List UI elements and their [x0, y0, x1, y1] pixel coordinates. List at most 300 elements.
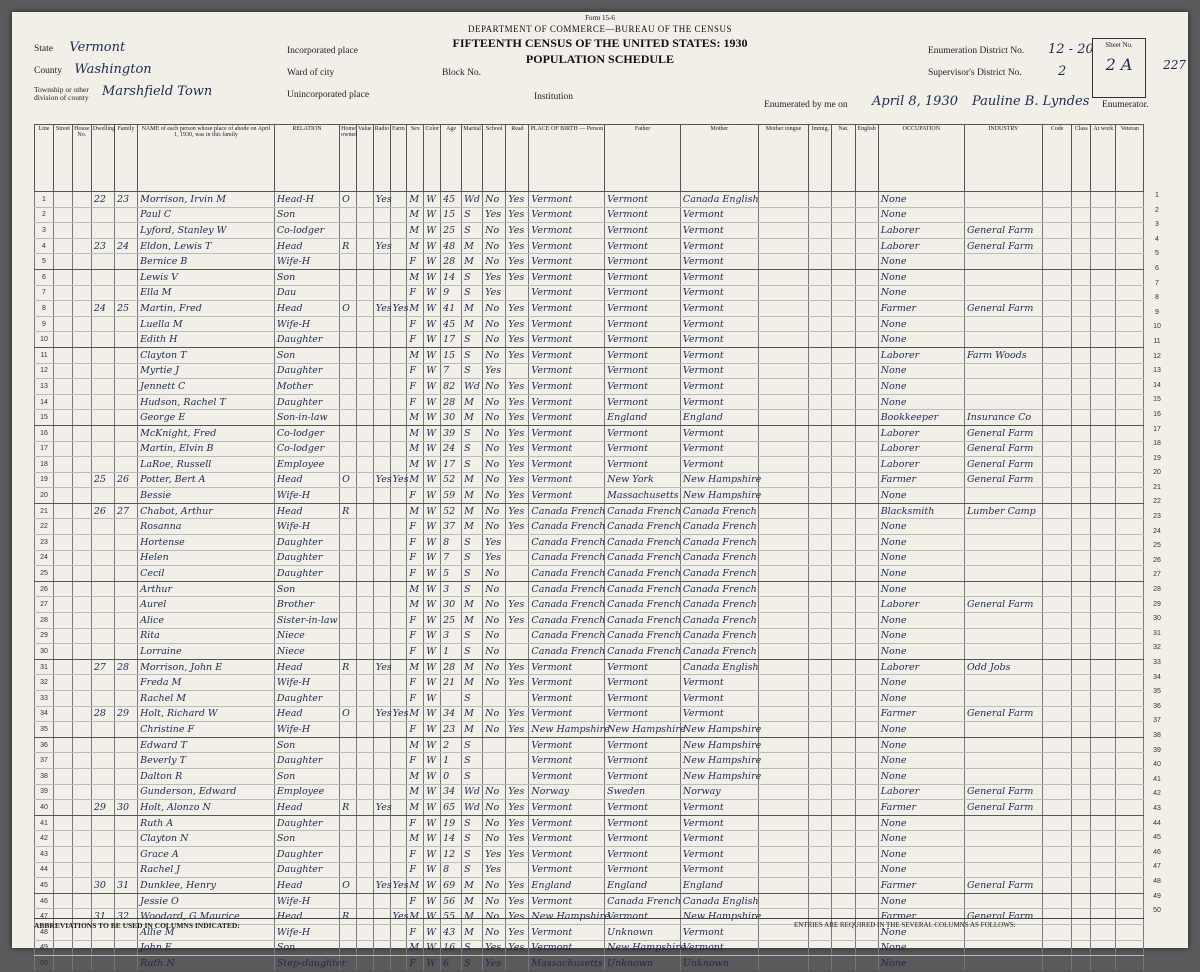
table-row	[35, 659, 1144, 675]
cell-empty	[832, 566, 855, 582]
cell-occ: None	[878, 254, 964, 270]
cell-radio	[373, 379, 390, 395]
cell-empty	[758, 691, 809, 707]
cell-empty	[855, 550, 878, 566]
cell-radio: Yes	[373, 472, 390, 488]
cell-sch: No	[483, 909, 506, 925]
cell-fbp: New York	[605, 472, 681, 488]
cell-empty	[72, 363, 91, 379]
cell-ln: 35	[35, 722, 54, 738]
cell-age: 43	[441, 924, 462, 940]
cell-bp: Canada French	[529, 597, 605, 613]
cell-color: W	[424, 566, 441, 582]
cell-bp: Canada French	[529, 503, 605, 519]
cell-mbp: New Hampshire	[680, 722, 758, 738]
cell-empty	[758, 301, 809, 317]
cell-ind: Lumber Camp	[964, 503, 1042, 519]
cell-rel: Daughter	[274, 862, 339, 878]
cell-empty	[1042, 347, 1071, 363]
cell-age	[441, 691, 462, 707]
table-row	[35, 768, 1144, 784]
cell-dw	[91, 737, 114, 753]
cell-farm	[390, 425, 407, 441]
cell-name: Dalton R	[138, 768, 275, 784]
cell-farm	[390, 800, 407, 816]
cell-empty	[356, 753, 373, 769]
right-line-number: 21	[1153, 483, 1161, 491]
cell-radio	[373, 613, 390, 629]
table-row	[35, 846, 1144, 862]
cell-ind	[964, 893, 1042, 909]
cell-empty	[356, 488, 373, 504]
cell-dw	[91, 285, 114, 301]
cell-empty	[72, 753, 91, 769]
cell-empty	[1116, 394, 1144, 410]
cell-read: Yes	[506, 659, 529, 675]
cell-ln: 10	[35, 332, 54, 348]
cell-color: W	[424, 347, 441, 363]
column-header: Radio	[373, 125, 390, 192]
cell-mar: S	[462, 846, 483, 862]
cell-dw	[91, 379, 114, 395]
cell-empty	[1042, 238, 1071, 254]
cell-bp: Vermont	[529, 457, 605, 473]
cell-empty	[855, 691, 878, 707]
cell-color: W	[424, 722, 441, 738]
cell-fbp: Vermont	[605, 254, 681, 270]
cell-farm	[390, 784, 407, 800]
cell-age: 28	[441, 659, 462, 675]
cell-occ: None	[878, 519, 964, 535]
cell-own	[340, 488, 357, 504]
cell-rel: Co-lodger	[274, 441, 339, 457]
cell-empty	[758, 800, 809, 816]
cell-empty	[1072, 441, 1091, 457]
cell-farm	[390, 753, 407, 769]
table-row	[35, 691, 1144, 707]
cell-name: Clayton N	[138, 831, 275, 847]
cell-own: R	[340, 909, 357, 925]
cell-ind: General Farm	[964, 784, 1042, 800]
cell-fbp: Massachusetts	[605, 488, 681, 504]
population-table	[34, 124, 1144, 972]
cell-dw	[91, 394, 114, 410]
cell-rel: Daughter	[274, 550, 339, 566]
cell-empty	[53, 722, 72, 738]
cell-fm	[114, 753, 137, 769]
sheet-number-box	[1092, 38, 1146, 98]
cell-fm: 32	[114, 909, 137, 925]
cell-mbp: Vermont	[680, 332, 758, 348]
cell-empty	[1042, 706, 1071, 722]
cell-mar: M	[462, 254, 483, 270]
cell-empty	[832, 768, 855, 784]
cell-fm	[114, 285, 137, 301]
cell-sex: M	[407, 878, 424, 894]
cell-ln: 39	[35, 784, 54, 800]
cell-empty	[1116, 800, 1144, 816]
cell-name: John E	[138, 940, 275, 956]
cell-farm	[390, 566, 407, 582]
right-line-number: 33	[1153, 659, 1161, 666]
cell-empty	[1091, 441, 1116, 457]
cell-mar: M	[462, 301, 483, 317]
cell-fbp: Vermont	[605, 441, 681, 457]
page-corner-note: 227	[1163, 58, 1186, 72]
cell-occ: Laborer	[878, 347, 964, 363]
cell-empty	[1091, 722, 1116, 738]
cell-ln: 18	[35, 457, 54, 473]
cell-empty	[855, 722, 878, 738]
cell-empty	[1116, 441, 1144, 457]
cell-fbp: Canada French	[605, 613, 681, 629]
cell-read: Yes	[506, 472, 529, 488]
cell-empty	[1116, 753, 1144, 769]
cell-farm	[390, 628, 407, 644]
cell-fm	[114, 784, 137, 800]
cell-empty	[855, 472, 878, 488]
cell-occ: None	[878, 269, 964, 285]
cell-empty	[758, 207, 809, 223]
cell-empty	[72, 768, 91, 784]
cell-empty	[72, 815, 91, 831]
table-row	[35, 535, 1144, 551]
entries-required-note: ENTRIES ARE REQUIRED IN THE SEVERAL COLUMNS AS FOLLOWS:	[794, 921, 1016, 929]
cell-read	[506, 862, 529, 878]
cell-empty	[1116, 659, 1144, 675]
cell-empty	[758, 535, 809, 551]
cell-empty	[855, 223, 878, 239]
cell-empty	[1116, 457, 1144, 473]
cell-empty	[356, 722, 373, 738]
cell-dw	[91, 613, 114, 629]
cell-radio	[373, 956, 390, 972]
cell-empty	[72, 737, 91, 753]
cell-empty	[758, 316, 809, 332]
cell-farm	[390, 659, 407, 675]
cell-ln: 8	[35, 301, 54, 317]
cell-bp: Vermont	[529, 363, 605, 379]
cell-sex: F	[407, 893, 424, 909]
right-line-number: 35	[1153, 688, 1161, 696]
cell-empty	[758, 550, 809, 566]
column-header: Nat.	[832, 125, 855, 192]
cell-radio	[373, 223, 390, 239]
cell-empty	[1042, 659, 1071, 675]
cell-read: Yes	[506, 192, 529, 208]
cell-name: Woodard, G Maurice	[138, 909, 275, 925]
cell-radio	[373, 691, 390, 707]
cell-dw	[91, 846, 114, 862]
cell-farm	[390, 535, 407, 551]
cell-dw	[91, 223, 114, 239]
cell-empty	[758, 332, 809, 348]
cell-name: Rosanna	[138, 519, 275, 535]
cell-color: W	[424, 223, 441, 239]
cell-empty	[356, 223, 373, 239]
table-row	[35, 425, 1144, 441]
cell-read	[506, 644, 529, 660]
column-header: Street	[53, 125, 72, 192]
cell-empty	[53, 691, 72, 707]
cell-fm	[114, 644, 137, 660]
cell-bp: Vermont	[529, 893, 605, 909]
cell-empty	[809, 332, 832, 348]
cell-empty	[809, 581, 832, 597]
cell-empty	[809, 659, 832, 675]
cell-sex: F	[407, 316, 424, 332]
cell-occ: None	[878, 628, 964, 644]
cell-empty	[356, 659, 373, 675]
cell-empty	[1116, 691, 1144, 707]
cell-empty	[53, 862, 72, 878]
cell-occ: None	[878, 722, 964, 738]
cell-name: Jennett C	[138, 379, 275, 395]
cell-ln: 4	[35, 238, 54, 254]
cell-ln: 17	[35, 441, 54, 457]
cell-empty	[1042, 457, 1071, 473]
cell-empty	[1091, 301, 1116, 317]
cell-empty	[1042, 519, 1071, 535]
cell-occ: None	[878, 394, 964, 410]
cell-empty	[809, 628, 832, 644]
cell-sex: F	[407, 613, 424, 629]
cell-age: 55	[441, 909, 462, 925]
cell-empty	[1072, 784, 1091, 800]
cell-empty	[809, 815, 832, 831]
cell-sch: No	[483, 581, 506, 597]
cell-fbp: Vermont	[605, 316, 681, 332]
cell-farm	[390, 613, 407, 629]
cell-color: W	[424, 379, 441, 395]
cell-fbp: Vermont	[605, 831, 681, 847]
cell-sex: F	[407, 285, 424, 301]
cell-empty	[855, 269, 878, 285]
cell-empty	[758, 581, 809, 597]
cell-color: W	[424, 878, 441, 894]
cell-occ: None	[878, 737, 964, 753]
column-header: PLACE OF BIRTH — Person	[529, 125, 605, 192]
cell-read: Yes	[506, 347, 529, 363]
right-line-number: 43	[1153, 804, 1161, 812]
cell-empty	[1116, 644, 1144, 660]
cell-rel: Step-daughter	[274, 956, 339, 972]
cell-age: 3	[441, 581, 462, 597]
cell-fbp: Vermont	[605, 363, 681, 379]
cell-dw	[91, 316, 114, 332]
column-header: Dwelling	[91, 125, 114, 192]
table-row	[35, 675, 1144, 691]
cell-radio	[373, 441, 390, 457]
cell-name: Holt, Alonzo N	[138, 800, 275, 816]
cell-empty	[832, 800, 855, 816]
cell-age: 28	[441, 394, 462, 410]
cell-empty	[356, 457, 373, 473]
cell-sex: F	[407, 363, 424, 379]
cell-empty	[832, 550, 855, 566]
cell-mbp: Vermont	[680, 347, 758, 363]
cell-sex: F	[407, 394, 424, 410]
cell-empty	[72, 581, 91, 597]
cell-fbp: Vermont	[605, 238, 681, 254]
cell-fbp: Vermont	[605, 768, 681, 784]
cell-empty	[1091, 269, 1116, 285]
cell-ln: 2	[35, 207, 54, 223]
cell-color: W	[424, 410, 441, 426]
cell-occ: None	[878, 192, 964, 208]
cell-dw	[91, 831, 114, 847]
cell-empty	[832, 722, 855, 738]
cell-empty	[356, 332, 373, 348]
cell-empty	[72, 488, 91, 504]
cell-empty	[1116, 768, 1144, 784]
cell-ind	[964, 550, 1042, 566]
cell-bp: Vermont	[529, 410, 605, 426]
cell-empty	[832, 519, 855, 535]
cell-empty	[1042, 753, 1071, 769]
cell-fbp: Vermont	[605, 846, 681, 862]
right-line-number: 45	[1153, 834, 1161, 842]
cell-mbp: Vermont	[680, 207, 758, 223]
cell-occ: None	[878, 332, 964, 348]
cell-ind	[964, 535, 1042, 551]
cell-dw	[91, 519, 114, 535]
cell-mbp: New Hampshire	[680, 488, 758, 504]
cell-ind: General Farm	[964, 597, 1042, 613]
cell-empty	[72, 878, 91, 894]
cell-rel: Wife-H	[274, 519, 339, 535]
cell-sex: F	[407, 535, 424, 551]
cell-empty	[356, 519, 373, 535]
cell-fbp: Vermont	[605, 800, 681, 816]
cell-empty	[1072, 238, 1091, 254]
cell-empty	[53, 285, 72, 301]
cell-name: Myrtie J	[138, 363, 275, 379]
cell-age: 2	[441, 737, 462, 753]
cell-name: Grace A	[138, 846, 275, 862]
cell-radio	[373, 597, 390, 613]
cell-empty	[1091, 956, 1116, 972]
cell-fbp: Vermont	[605, 347, 681, 363]
cell-empty	[1072, 301, 1091, 317]
cell-sch: No	[483, 488, 506, 504]
cell-sch: Yes	[483, 535, 506, 551]
cell-age: 37	[441, 519, 462, 535]
cell-fbp: Vermont	[605, 706, 681, 722]
cell-occ: None	[878, 550, 964, 566]
table-row	[35, 737, 1144, 753]
cell-bp: Vermont	[529, 425, 605, 441]
table-row	[35, 628, 1144, 644]
cell-read: Yes	[506, 254, 529, 270]
cell-fbp: Vermont	[605, 425, 681, 441]
cell-age: 82	[441, 379, 462, 395]
cell-name: Christine F	[138, 722, 275, 738]
cell-mar: M	[462, 893, 483, 909]
enumerated-label: Enumerated by me on	[764, 100, 848, 110]
cell-empty	[809, 535, 832, 551]
cell-fbp: Vermont	[605, 815, 681, 831]
cell-read: Yes	[506, 909, 529, 925]
cell-rel: Daughter	[274, 566, 339, 582]
cell-read: Yes	[506, 457, 529, 473]
cell-bp: Vermont	[529, 192, 605, 208]
cell-occ: None	[878, 379, 964, 395]
cell-age: 52	[441, 472, 462, 488]
cell-ind: General Farm	[964, 472, 1042, 488]
cell-empty	[1042, 831, 1071, 847]
institution-label: Institution	[534, 92, 574, 102]
cell-empty	[855, 192, 878, 208]
cell-empty	[832, 878, 855, 894]
cell-empty	[809, 441, 832, 457]
cell-own	[340, 722, 357, 738]
cell-farm: Yes	[390, 909, 407, 925]
column-header: RELATION	[274, 125, 339, 192]
cell-name: Allie M	[138, 924, 275, 940]
cell-sch: No	[483, 628, 506, 644]
cell-empty	[809, 503, 832, 519]
cell-empty	[1042, 254, 1071, 270]
incorporated-label: Incorporated place	[287, 46, 358, 56]
cell-ln: 37	[35, 753, 54, 769]
cell-ln: 24	[35, 550, 54, 566]
cell-read: Yes	[506, 675, 529, 691]
cell-fbp: Vermont	[605, 753, 681, 769]
cell-empty	[53, 223, 72, 239]
cell-empty	[1091, 644, 1116, 660]
cell-mar: M	[462, 909, 483, 925]
cell-empty	[832, 457, 855, 473]
cell-empty	[832, 301, 855, 317]
table-row	[35, 893, 1144, 909]
cell-rel: Brother	[274, 597, 339, 613]
cell-empty	[53, 425, 72, 441]
cell-empty	[758, 503, 809, 519]
cell-empty	[1042, 488, 1071, 504]
cell-radio	[373, 722, 390, 738]
cell-bp: Vermont	[529, 753, 605, 769]
cell-fbp: Canada French	[605, 893, 681, 909]
cell-read: Yes	[506, 503, 529, 519]
cell-rel: Wife-H	[274, 924, 339, 940]
cell-sch: No	[483, 831, 506, 847]
cell-sch: No	[483, 238, 506, 254]
cell-ind	[964, 581, 1042, 597]
cell-empty	[758, 223, 809, 239]
cell-name: Edith H	[138, 332, 275, 348]
cell-own	[340, 675, 357, 691]
cell-ind	[964, 846, 1042, 862]
cell-rel: Son	[274, 940, 339, 956]
cell-empty	[1116, 332, 1144, 348]
cell-dw	[91, 784, 114, 800]
cell-mbp: Vermont	[680, 846, 758, 862]
cell-mbp: England	[680, 878, 758, 894]
cell-ind: General Farm	[964, 878, 1042, 894]
cell-empty	[1091, 394, 1116, 410]
cell-fbp: Vermont	[605, 269, 681, 285]
cell-ln: 5	[35, 254, 54, 270]
cell-sex: F	[407, 550, 424, 566]
cell-fm	[114, 379, 137, 395]
cell-empty	[832, 613, 855, 629]
cell-empty	[1091, 581, 1116, 597]
cell-fbp: Canada French	[605, 597, 681, 613]
cell-fm	[114, 691, 137, 707]
cell-mar: Wd	[462, 800, 483, 816]
cell-occ: Laborer	[878, 784, 964, 800]
